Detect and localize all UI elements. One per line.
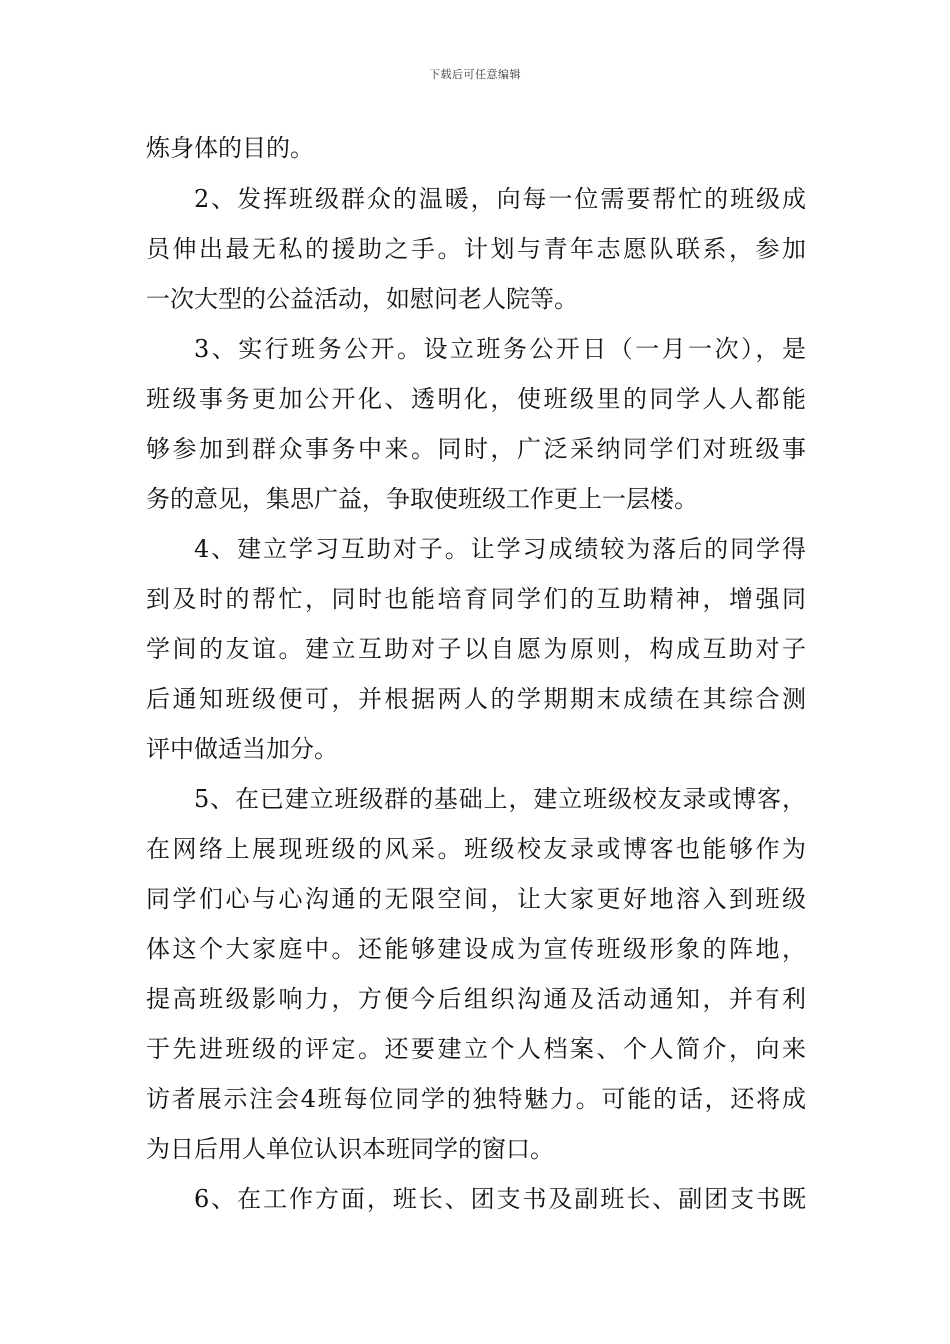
text-line: 班级事务更加公开化、透明化，使班级里的同学人人都能 [146, 385, 806, 413]
text-line: 炼身体的目的。 [146, 134, 314, 162]
text-line: 提高班级影响力，方便今后组织沟通及活动通知，并有利 [146, 985, 806, 1013]
text-line: 于先进班级的评定。还要建立个人档案、个人简介，向来 [146, 1035, 806, 1063]
text-line: 为日后用人单位认识本班同学的窗口。 [146, 1135, 554, 1163]
text-line: 够参加到群众事务中来。同时，广泛采纳同学们对班级事 [146, 435, 806, 463]
text-line: 后通知班级便可，并根据两人的学期期末成绩在其综合测 [146, 685, 806, 713]
text-line: 访者展示注会4班每位同学的独特魅力。可能的话，还将成 [146, 1085, 806, 1113]
text-line: 学间的友谊。建立互助对子以自愿为原则，构成互助对子 [146, 635, 806, 663]
page-header: 下载后可任意编辑 [429, 68, 521, 81]
text-line: 在网络上展现班级的风采。班级校友录或博客也能够作为 [146, 835, 806, 863]
text-line: 评中做适当加分。 [146, 735, 338, 763]
paragraph-4-line-1: 4、建立学习互助对子。让学习成绩较为落后的同学得 [194, 535, 806, 563]
paragraph-5-line-1: 5、在已建立班级群的基础上，建立班级校友录或博客， [194, 785, 806, 813]
text-line: 到及时的帮忙，同时也能培育同学们的互助精神，增强同 [146, 585, 806, 613]
paragraph-6-line-1: 6、在工作方面，班长、团支书及副班长、副团支书既 [194, 1185, 806, 1213]
text-line: 员伸出最无私的援助之手。计划与青年志愿队联系，参加 [146, 235, 806, 263]
text-line: 体这个大家庭中。还能够建设成为宣传班级形象的阵地， [146, 935, 806, 963]
text-line: 务的意见，集思广益，争取使班级工作更上一层楼。 [146, 485, 698, 513]
paragraph-2-line-1: 2、发挥班级群众的温暖，向每一位需要帮忙的班级成 [194, 185, 806, 213]
text-line: 一次大型的公益活动，如慰问老人院等。 [146, 285, 578, 313]
text-line: 同学们心与心沟通的无限空间，让大家更好地溶入到班级 [146, 885, 806, 913]
paragraph-3-line-1: 3、实行班务公开。设立班务公开日（一月一次），是 [194, 335, 806, 363]
